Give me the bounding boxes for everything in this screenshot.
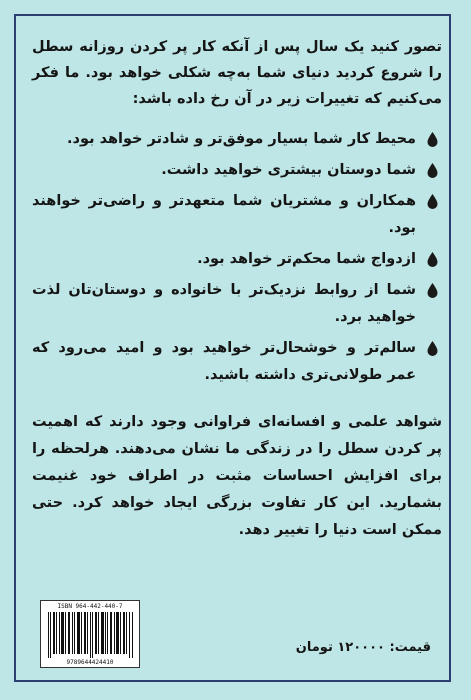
drop-icon (427, 341, 438, 356)
bullet-text: سالم‌تر و خوشحال‌تر خواهید بود و امید می‌رود که عمر طولانی‌تری داشته باشید. (32, 340, 416, 383)
isbn-label: ISBN 964-442-440-7 (57, 603, 123, 610)
bullet-text: شما دوستان بیشتری خواهید داشت. (161, 162, 416, 178)
list-item (32, 157, 442, 184)
drop-icon (427, 252, 438, 267)
bullet-text: ازدواج شما محکم‌تر خواهد بود. (197, 251, 416, 267)
bullet-text: شما از روابط نزدیک‌تر با خانواده و دوستان‌تان لذت خواهید برد. (32, 282, 416, 325)
list-item (32, 126, 442, 153)
barcode-digits: 9789644424410 (66, 659, 114, 666)
bullet-list (32, 126, 442, 389)
drop-icon (427, 163, 438, 178)
barcode-icon (47, 612, 135, 658)
list-item (32, 335, 442, 389)
price-label: قیمت: ۱۲۰۰۰۰ تومان (295, 640, 431, 655)
bullet-text: همکاران و مشتریان شما متعهدتر و راضی‌تر خواهند بود. (32, 193, 416, 236)
intro-paragraph: تصور کنید یک سال پس از آنکه کار پر کردن روزانه سطل را شروع کردید دنیای شما به‌چه شکلی خواهد بود. ما فکر می‌کنیم که تغییرات زیر در آن رخ داده باشد: (32, 39, 442, 107)
text-block (32, 34, 442, 544)
closing-paragraph: شواهد علمی و افسانه‌ای فراوانی وجود دارند که اهمیت پر کردن سطل را در زندگی ما نشان می‌دهند. هرلحظه را برای افزایش احساسات مثبت در اطراف خود غنیمت بشمارید. این کار تفاوت بزرگی ایجاد خواهد کرد. حتی ممکن است دنیا را تغییر دهد. (32, 414, 442, 538)
drop-icon (427, 194, 438, 209)
drop-icon (427, 132, 438, 147)
list-item (32, 277, 442, 331)
list-item (32, 246, 442, 273)
list-item (32, 188, 442, 242)
bullet-text: محیط کار شما بسیار موفق‌تر و شادتر خواهد بود. (67, 131, 416, 147)
barcode (40, 600, 140, 668)
drop-icon (427, 283, 438, 298)
